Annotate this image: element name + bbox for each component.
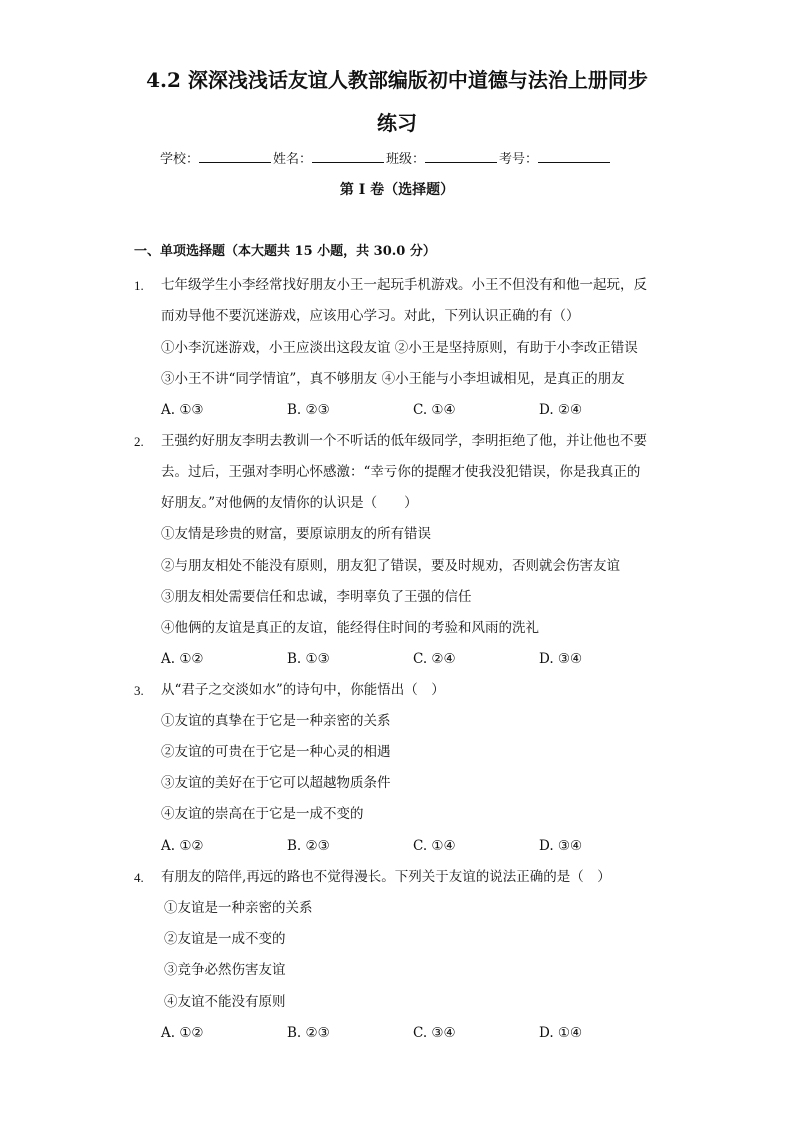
question-4-line: ②友谊是一成不变的 xyxy=(164,931,286,947)
question-3-line: ③友谊的美好在于它可以超越物质条件 xyxy=(161,775,391,791)
question-4-line: ③竞争必然伤害友谊 xyxy=(164,962,286,978)
question-4-option-c[interactable]: C. ③④ xyxy=(413,1025,456,1041)
question-3-line: 从“君子之交淡如水”的诗句中，你能悟出（ ） xyxy=(161,682,445,698)
question-4-option-d[interactable]: D. ①④ xyxy=(539,1025,583,1041)
name-label: 姓名： xyxy=(273,152,313,167)
exam-no-blank xyxy=(538,150,610,163)
name-blank xyxy=(312,150,384,163)
question-2-line: ①友情是珍贵的财富，要原谅朋友的所有错误 xyxy=(161,526,431,542)
question-3-line: ④友谊的崇高在于它是一成不变的 xyxy=(161,806,364,822)
question-1-option-a[interactable]: A. ①③ xyxy=(161,402,204,418)
question-2-option-b[interactable]: B. ①③ xyxy=(287,651,330,667)
question-3-number: 3. xyxy=(134,683,144,698)
question-2-line: 好朋友。”对他俩的友情你的认识是（ ） xyxy=(161,495,418,511)
question-2-line: ③朋友相处需要信任和忠诚，李明辜负了王强的信任 xyxy=(161,589,472,605)
question-4-number: 4. xyxy=(134,870,144,885)
page-title-line-2: 练习 xyxy=(377,111,417,135)
student-info-row xyxy=(160,150,640,169)
page-title-line-1: 4.2 深深浅浅话友谊人教部编版初中道德与法治上册同步 xyxy=(146,68,648,92)
school-label: 学校： xyxy=(160,152,200,167)
section-heading: 一、单项选择题（本大题共 15 小题，共 30.0 分） xyxy=(134,244,436,259)
question-4-option-b[interactable]: B. ②③ xyxy=(287,1025,330,1041)
question-1-line: 七年级学生小李经常找好朋友小王一起玩手机游戏。小王不但没有和他一起玩，反 xyxy=(161,277,647,293)
question-3-option-c[interactable]: C. ①④ xyxy=(413,838,456,854)
question-1-option-b[interactable]: B. ②③ xyxy=(287,402,330,418)
question-4-line: ④友谊不能没有原则 xyxy=(164,994,286,1010)
question-2-option-a[interactable]: A. ①② xyxy=(161,651,204,667)
question-1-line: 而劝导他不要沉迷游戏，应该用心学习。对此，下列认识正确的有（） xyxy=(161,308,580,324)
class-label: 班级： xyxy=(386,152,426,167)
question-2-line: ④他俩的友谊是真正的友谊，能经得住时间的考验和风雨的洗礼 xyxy=(161,620,539,636)
class-blank xyxy=(425,150,497,163)
question-2-line: 王强约好朋友李明去教训一个不听话的低年级同学，李明拒绝了他，并让他也不要 xyxy=(161,433,647,449)
question-4-line: 有朋友的陪伴,再远的路也不觉得漫长。下列关于友谊的说法正确的是（ ） xyxy=(161,869,611,885)
question-3-line: ②友谊的可贵在于它是一种心灵的相遇 xyxy=(161,744,391,760)
question-3-option-b[interactable]: B. ②③ xyxy=(287,838,330,854)
question-1-line: ①小李沉迷游戏，小王应淡出这段友谊 ②小王是坚持原则，有助于小李改正错误 xyxy=(161,340,638,356)
question-1-number: 1. xyxy=(134,278,144,293)
question-3-option-a[interactable]: A. ①② xyxy=(161,838,204,854)
question-1-option-d[interactable]: D. ②④ xyxy=(539,402,583,418)
exam-no-label: 考号： xyxy=(499,152,539,167)
question-2-line: ②与朋友相处不能没有原则，朋友犯了错误，要及时规劝，否则就会伤害友谊 xyxy=(161,558,620,574)
question-3-option-d[interactable]: D. ③④ xyxy=(539,838,583,854)
question-4-option-a[interactable]: A. ①② xyxy=(161,1025,204,1041)
question-1-option-c[interactable]: C. ①④ xyxy=(413,402,456,418)
question-2-line: 去。过后，王强对李明心怀感激：“幸亏你的提醒才使我没犯错误，你是我真正的 xyxy=(161,464,641,480)
question-2-option-c[interactable]: C. ②④ xyxy=(413,651,456,667)
school-blank xyxy=(199,150,271,163)
question-2-number: 2. xyxy=(134,434,144,449)
question-1-line: ③小王不讲“同学情谊”，真不够朋友 ④小王能与小李坦诚相见，是真正的朋友 xyxy=(161,371,625,387)
volume-heading: 第 I 卷（选择题） xyxy=(339,182,455,198)
question-3-line: ①友谊的真挚在于它是一种亲密的关系 xyxy=(161,713,391,729)
question-4-line: ①友谊是一种亲密的关系 xyxy=(164,900,313,916)
question-2-option-d[interactable]: D. ③④ xyxy=(539,651,583,667)
